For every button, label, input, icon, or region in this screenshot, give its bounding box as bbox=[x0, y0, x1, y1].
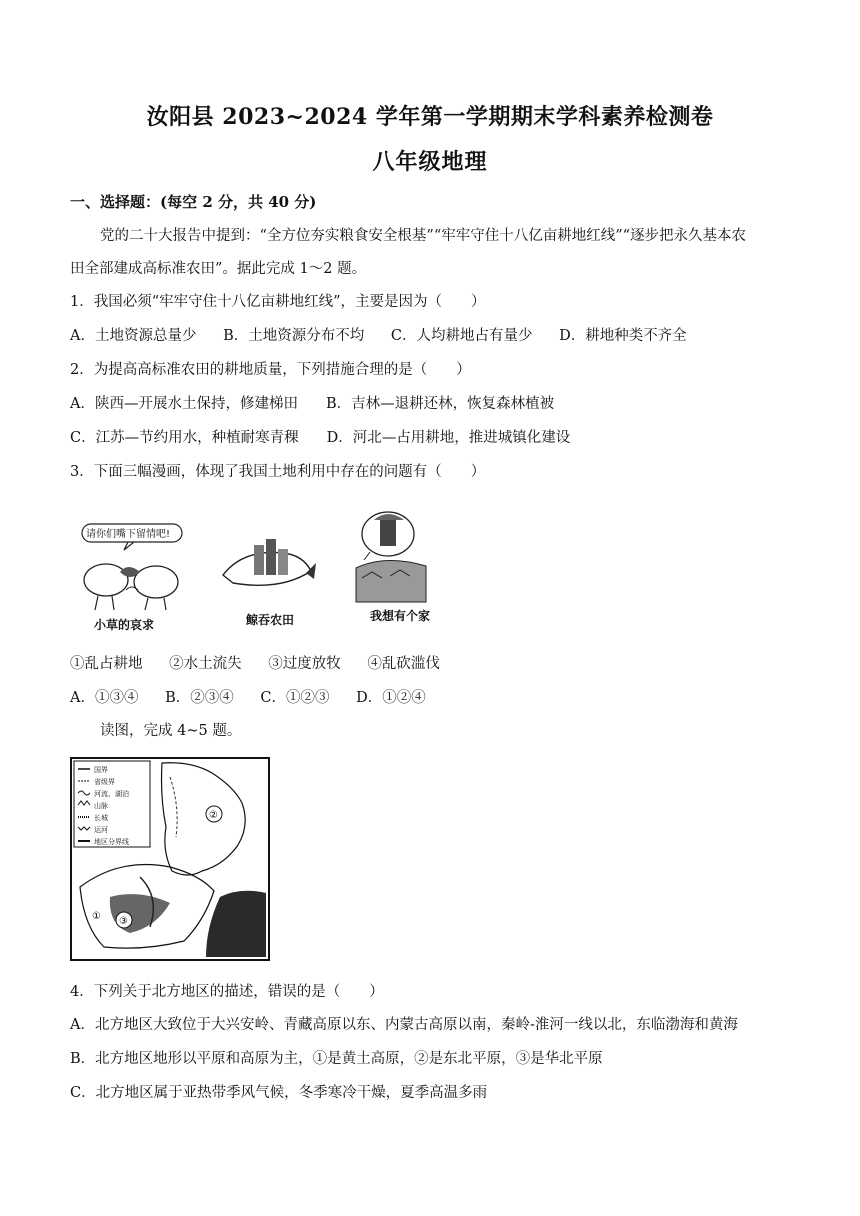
q3-option-d[interactable]: D．①②④ bbox=[356, 690, 426, 706]
map-label-2: ② bbox=[209, 810, 218, 821]
q3-choice-2: ②水土流失 bbox=[169, 656, 242, 672]
q4-option-c[interactable]: C．北方地区属于亚热带季风气候，冬季寒冷干燥，夏季高温多雨 bbox=[70, 1085, 488, 1101]
q2-row-1 bbox=[70, 394, 554, 414]
q2-option-c[interactable]: C．江苏—节约用水，种植耐寒青稞 bbox=[70, 430, 299, 446]
q3-choice-4: ④乱砍滥伐 bbox=[367, 656, 440, 672]
q3-choices bbox=[70, 654, 462, 674]
q2-option-a[interactable]: A．陕西—开展水土保持，修建梯田 bbox=[70, 396, 298, 412]
q2-option-d[interactable]: D．河北—占用耕地，推进城镇化建设 bbox=[326, 430, 571, 446]
q1-option-c[interactable]: C．人均耕地占有量少 bbox=[390, 328, 533, 344]
q4-option-a[interactable]: A．北方地区大致位于大兴安岭、青藏高原以东、内蒙古高原以南，秦岭-淮河一线以北，东临渤海和黄海 bbox=[70, 1017, 738, 1033]
q1-options bbox=[70, 326, 709, 346]
legend-item-5: 运河 bbox=[94, 826, 108, 834]
q1-option-b[interactable]: B．土地资源分布不均 bbox=[223, 328, 365, 344]
map-label-3: ③ bbox=[119, 916, 128, 927]
legend-item-0: 国界 bbox=[94, 766, 108, 774]
cartoon3-caption: 我想有个家 bbox=[370, 609, 431, 623]
q2-row-2 bbox=[70, 428, 570, 448]
q1-option-a[interactable]: A．土地资源总量少 bbox=[70, 328, 197, 344]
q3-option-b[interactable]: B．②③④ bbox=[165, 690, 234, 706]
q4-option-b[interactable]: B．北方地区地形以平原和高原为主，①是黄土高原，②是东北平原，③是华北平原 bbox=[70, 1051, 603, 1067]
exam-subtitle: 八年级地理 bbox=[372, 149, 488, 175]
legend-item-1: 省级界 bbox=[94, 778, 115, 786]
q1-stem: 1．我国必须“牢牢守住十八亿亩耕地红线”，主要是因为（ ） bbox=[70, 294, 486, 310]
north-china-map bbox=[70, 757, 270, 961]
q3-choice-1: ①乱占耕地 bbox=[70, 656, 143, 672]
q3-options bbox=[70, 688, 448, 708]
q2-option-b[interactable]: B．吉林—退耕还林，恢复森林植被 bbox=[325, 396, 555, 412]
q3-choice-3: ③过度放牧 bbox=[268, 656, 341, 672]
cartoon1-bubble: 请你们嘴下留情吧! bbox=[86, 529, 171, 540]
cartoon2-caption: 鲸吞农田 bbox=[246, 613, 295, 627]
cartoon1-caption: 小草的哀求 bbox=[94, 618, 155, 632]
exam-title: 汝阳县 2023~2024 学年第一学期期末学科素养检测卷 bbox=[146, 104, 714, 130]
q3-option-a[interactable]: A．①③④ bbox=[70, 690, 139, 706]
cartoon-whale-farmland bbox=[218, 535, 318, 605]
q3-option-c[interactable]: C．①②③ bbox=[260, 690, 330, 706]
legend-item-3: 山脉 bbox=[94, 802, 108, 810]
legend-item-2: 河流、湖泊 bbox=[94, 790, 129, 798]
q3-stem: 3．下面三幅漫画，体现了我国土地利用中存在的问题有（ ） bbox=[70, 464, 486, 480]
intro-line-1: 党的二十大报告中提到：“全方位夯实粮食安全根基”“牢牢守住十八亿亩耕地红线”“逐步把永久基本农 bbox=[100, 228, 747, 244]
section-heading: 一、选择题：(每空 2 分，共 40 分) bbox=[70, 193, 317, 211]
intro-line-2: 田全部建成高标准农田”。据此完成 1～2 题。 bbox=[70, 261, 367, 277]
q4-stem: 4．下列关于北方地区的描述，错误的是（ ） bbox=[70, 984, 384, 1000]
q1-option-d[interactable]: D．耕地种类不齐全 bbox=[559, 328, 687, 344]
read-map-instruction: 读图，完成 4~5 题。 bbox=[100, 723, 242, 739]
map-label-1: ① bbox=[92, 911, 101, 922]
legend-item-6: 地区分界线 bbox=[94, 838, 129, 846]
q2-stem: 2．为提高高标准农田的耕地质量，下列措施合理的是（ ） bbox=[70, 362, 471, 378]
cartoon-home-wish bbox=[350, 508, 440, 608]
legend-item-4: 长城 bbox=[94, 814, 108, 822]
